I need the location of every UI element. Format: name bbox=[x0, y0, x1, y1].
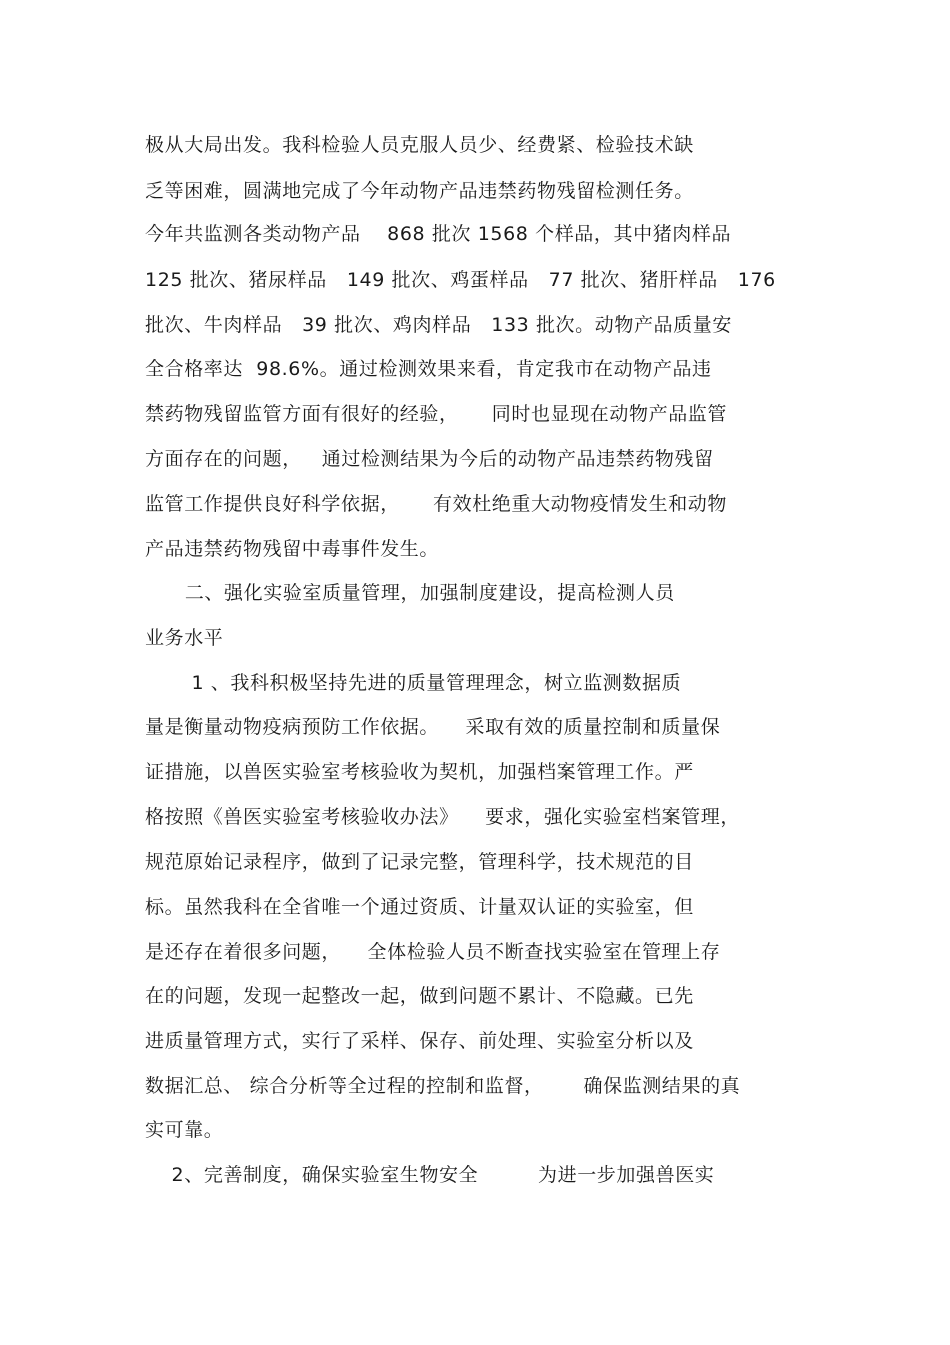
section-heading-line: 二、强化实验室质量管理，加强制度建设，提高检测人员 bbox=[145, 582, 675, 604]
text-line: 实可靠。 bbox=[145, 1119, 224, 1141]
text-line: 进质量管理方式，实行了采样、保存、前处理、实验室分析以及 bbox=[145, 1030, 694, 1052]
text-line: 1 、我科积极坚持先进的质量管理理念，树立监测数据质 bbox=[145, 672, 682, 694]
text-line: 是还存在着很多问题， 全体检验人员不断查找实验室在管理上存 bbox=[145, 941, 721, 963]
text-line: 2、完善制度，确保实验室生物安全 为进一步加强兽医实 bbox=[145, 1164, 715, 1186]
text-line: 产品违禁药物残留中毒事件发生。 bbox=[145, 538, 440, 560]
text-line: 证措施，以兽医实验室考核验收为契机，加强档案管理工作。严 bbox=[145, 761, 694, 783]
text-line: 数据汇总、 综合分析等全过程的控制和监督， 确保监测结果的真 bbox=[145, 1075, 741, 1097]
text-line: 监管工作提供良好科学依据， 有效杜绝重大动物疫情发生和动物 bbox=[145, 493, 727, 515]
text-line: 规范原始记录程序，做到了记录完整，管理科学，技术规范的目 bbox=[145, 851, 694, 873]
text-line: 标。虽然我科在全省唯一个通过资质、计量双认证的实验室，但 bbox=[145, 896, 694, 918]
text-line: 禁药物残留监管方面有很好的经验， 同时也显现在动物产品监管 bbox=[145, 403, 727, 425]
section-heading-line: 业务水平 bbox=[145, 627, 224, 649]
text-line: 极从大局出发。我科检验人员克服人员少、经费紧、检验技术缺 bbox=[145, 134, 694, 156]
text-line: 批次、牛肉样品 39 批次、鸡肉样品 133 批次。动物产品质量安 bbox=[145, 314, 732, 336]
text-line: 方面存在的问题， 通过检测结果为今后的动物产品违禁药物残留 bbox=[145, 448, 714, 470]
text-line: 量是衡量动物疫病预防工作依据。 采取有效的质量控制和质量保 bbox=[145, 716, 721, 738]
text-line: 今年共监测各类动物产品 868 批次 1568 个样品，其中猪肉样品 bbox=[145, 223, 732, 245]
text-line: 乏等困难，圆满地完成了今年动物产品违禁药物残留检测任务。 bbox=[145, 180, 694, 202]
text-line: 在的问题，发现一起整改一起，做到问题不累计、不隐藏。已先 bbox=[145, 985, 694, 1007]
text-line: 125 批次、猪尿样品 149 批次、鸡蛋样品 77 批次、猪肝样品 176 bbox=[145, 269, 776, 291]
text-line: 格按照《兽医实验室考核验收办法》 要求，强化实验室档案管理， bbox=[145, 806, 740, 828]
text-line: 全合格率达 98.6%。通过检测效果来看，肯定我市在动物产品违 bbox=[145, 358, 712, 380]
